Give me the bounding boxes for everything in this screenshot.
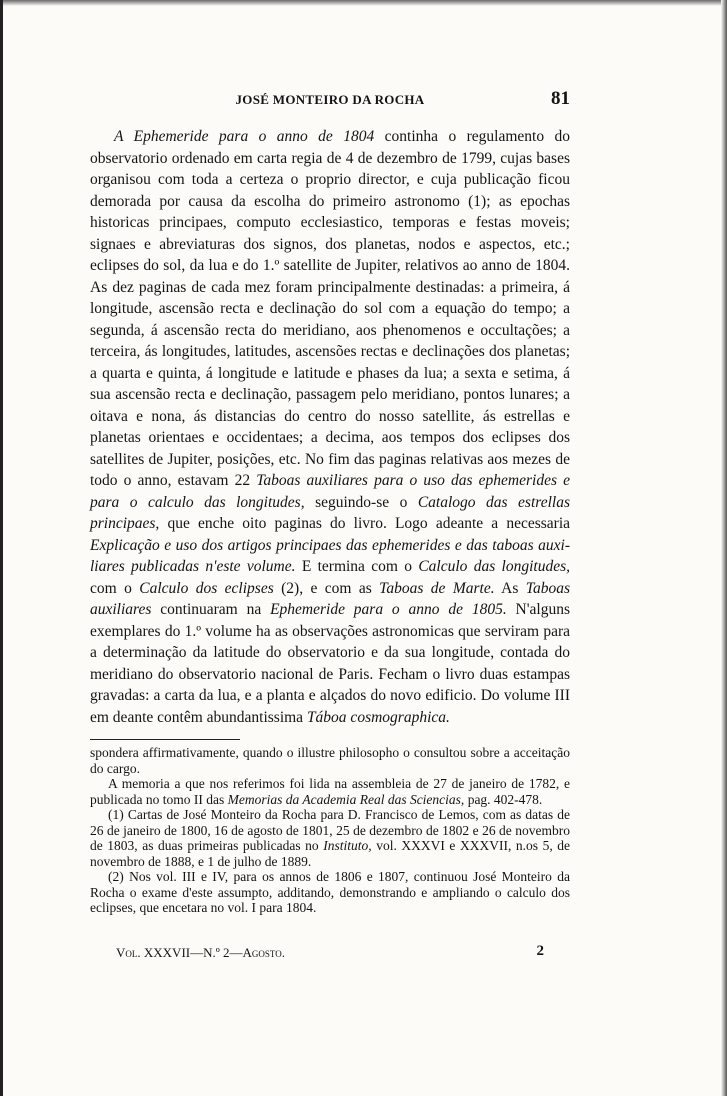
page-footer	[116, 945, 546, 963]
text-run: pag. 402-478.	[467, 791, 543, 807]
footnote-paragraph	[90, 776, 570, 807]
text-run: continuaram na	[160, 601, 262, 618]
volume-line: Vol. XXXVII—N.º 2—Agosto.	[116, 945, 285, 960]
italic-run: Calculo das longitudes,	[418, 558, 571, 575]
italic-run: Taboas auxiliares	[90, 579, 571, 618]
italic-run: Catalogo das estrellas principaes,	[90, 493, 570, 532]
text-run: seguindo-se o	[315, 493, 408, 511]
text-run: (1) Cartas de José Monteiro da Rocha para D. Francisco de Lemos, com as datas de 26 de janeiro de 1800, 16 de agosto de 1801, 25 de dezembro de 1802 e 26 de novembro de 1803, as duas primeiras publicadas no	[90, 807, 570, 853]
text-run: vol. XXXVI e XXXVII, n.os 5, de novembro de 1888, e 1 de julho de 1889.	[90, 838, 570, 869]
footnote-1	[90, 807, 570, 869]
scan-edge-left	[0, 0, 3, 1096]
footnote-continuation: spondera affirmativamente, quando o illustre philosopho o consultou sobre a acceitação do cargo.	[90, 745, 570, 776]
signature-mark: 2	[536, 943, 544, 959]
text-run: E termina com o	[301, 558, 412, 575]
italic-run: Explicação e uso dos artigos principaes das ephemerides e das taboas auxiliares publicadas n'este volume.	[90, 536, 570, 575]
text-run: As	[501, 579, 519, 597]
text-run: (2), e com as	[281, 579, 372, 597]
scan-edge-top	[0, 0, 727, 6]
footnote-divider	[90, 739, 240, 740]
italic-run: Calculo dos eclipses	[139, 579, 274, 597]
scan-edge-right	[721, 0, 727, 1096]
main-text	[90, 126, 570, 728]
page-number: 81	[551, 88, 570, 109]
text-run: que enche oito paginas do livro. Logo adeante a necessaria	[167, 515, 571, 532]
italic-run: Instituto,	[323, 838, 372, 853]
page-header	[90, 88, 570, 112]
text-run: com o	[90, 579, 132, 597]
text-run: N'alguns exemplares do 1.º volume ha as observações astronomicas que serviram para a determinação da latitude do observatorio e da sua longitude, contada do meridiano do observatorio nacional de Paris. Fecham o livro duas estampas gravadas: a carta da lua, e a planta e alçados do novo edificio. Do volume III em deante contêm abundantissima	[90, 601, 571, 726]
footnote-2: (2) Nos vol. III e IV, para os annos de 1806 e 1807, continuou José Monteiro da Rocha o exame d'este assumpto, additando, demonstrando e ampliando o calculo dos eclipses, que encetara no vol. I para 1804.	[90, 869, 570, 915]
italic-run: Ephemeride para o anno de 1805.	[270, 601, 507, 618]
italic-run: Taboas de Marte.	[379, 579, 495, 597]
italic-run: Memorias da Academia Real das Sciencias,	[227, 791, 465, 807]
running-head: JOSÉ MONTEIRO DA ROCHA	[235, 92, 425, 107]
paragraph	[90, 126, 570, 728]
text-run: A memoria a que nos referimos foi lida na assembleia de 27 de janeiro de 1782, e publicada no tomo II das	[90, 776, 570, 807]
text-run: continha o regulamento do observatorio ordenado em carta regia de 4 de dezembro de 1799, cujas bases organisou com toda a certeza o proprio director, e cuja publicação ficou demorada por causa da escolha do primeiro astronomo (1); as epochas historicas principaes, computo ecclesiastico, temporas e festas moveis; signaes e abreviaturas dos signos, dos planetas, nodos e aspectos, etc.; eclipses do sol, da lua e do 1.º satellite de Jupiter, relativos ao anno de 1804. As dez paginas de cada mez foram principalmente destinadas: a primeira, á longitude, ascensão recta e declinação do sol com a equação do tempo; a segunda, á ascensão recta do meridiano, aos phenomenos e occultações; a terceira, ás longitudes, latitudes, ascensões rectas e declinações dos planetas; a quarta e quinta, á longitude e latitude e phases da lua; a sexta e setima, á sua ascensão recta e declinação, passagem pelo meridiano, pontos lunares; a oitava e nona, ás distancias do centro do nosso satellite, ás estrellas e planetas orientaes e occidentaes; a decima, aos tempos dos eclipses dos satellites de Jupiter, posições, etc. No fim das paginas relativas aos mezes de todo o anno, estavam 22	[90, 128, 570, 489]
italic-run: Taboas auxiliares para o uso das ephemerides e para o calculo das longitudes,	[90, 472, 570, 511]
title-italic: A Ephemeride para o anno de 1804	[114, 128, 375, 145]
italic-run: Táboa cosmographica.	[306, 708, 450, 726]
footnotes	[90, 745, 570, 916]
